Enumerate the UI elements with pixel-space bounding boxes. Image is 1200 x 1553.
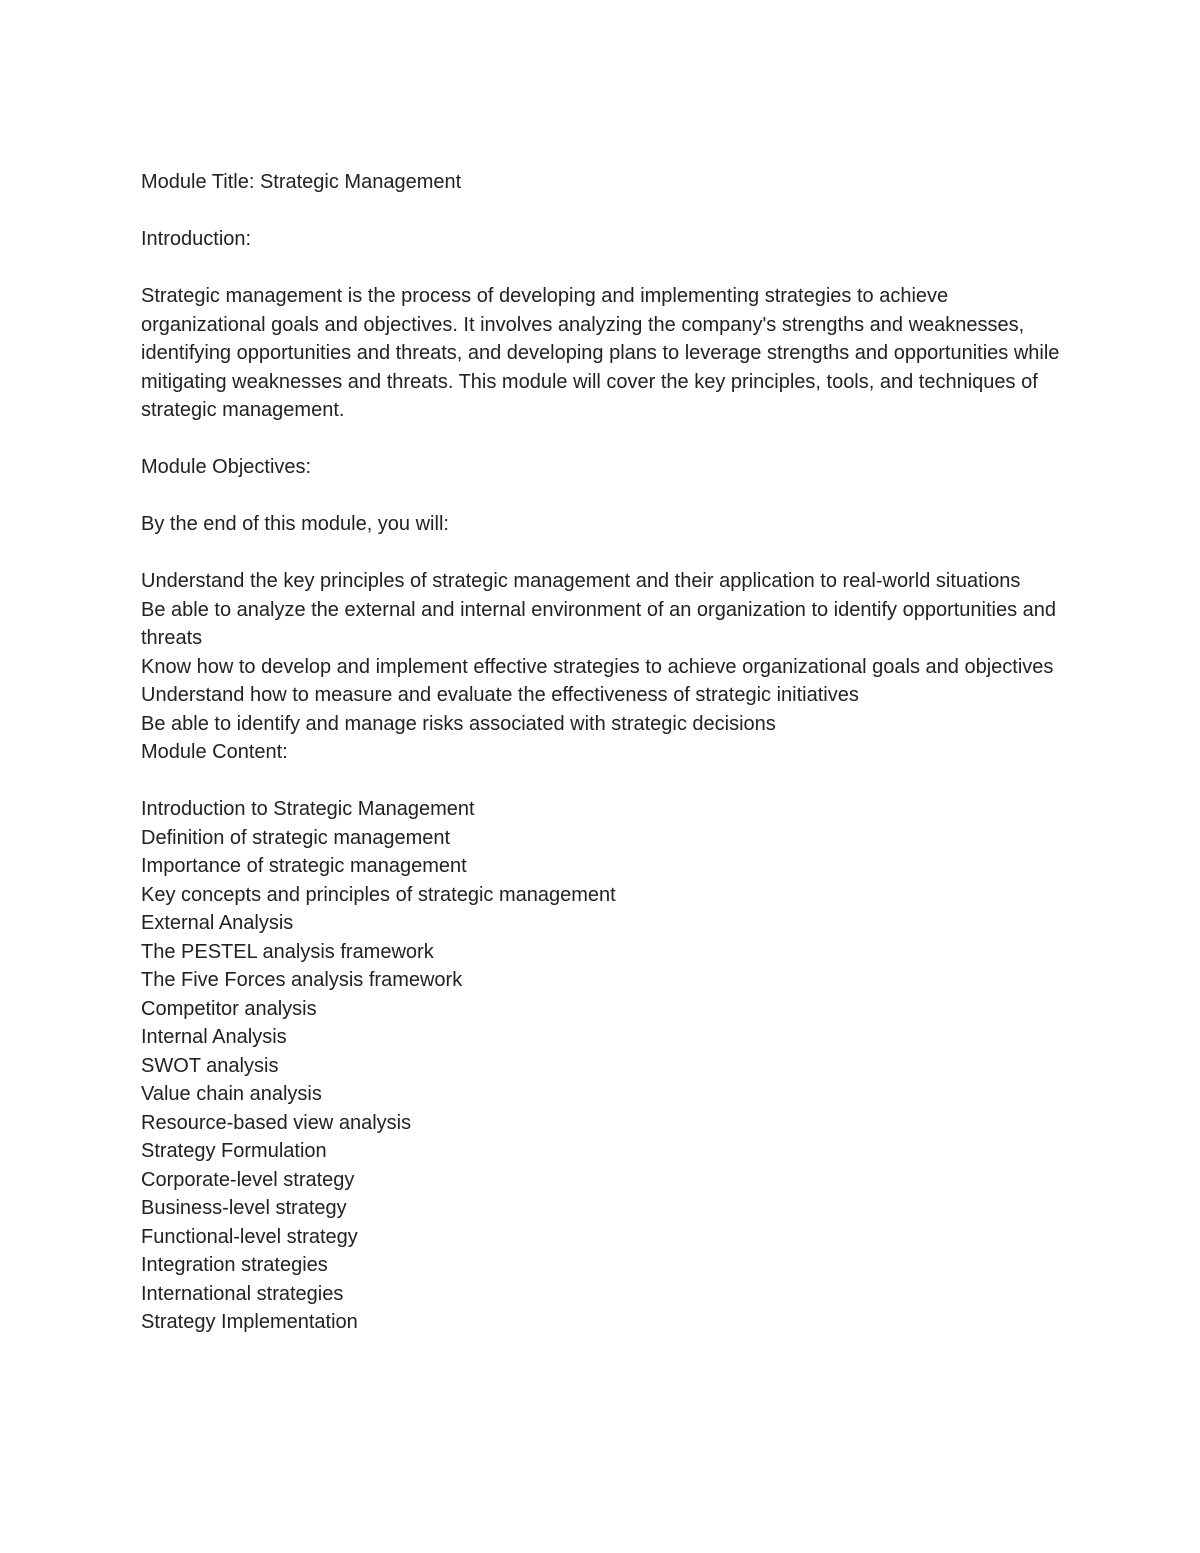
content-item: Introduction to Strategic Management (141, 798, 475, 820)
objective-item: Know how to develop and implement effective strategies to achieve organizational goals and objectives (141, 655, 1054, 678)
objective-item: Understand the key principles of strategic management and their application to real-world situations (141, 570, 1021, 592)
content-item: International strategies (141, 1282, 344, 1305)
objective-item: Understand how to measure and evaluate the effectiveness of strategic initiatives (141, 684, 859, 706)
content-item: Key concepts and principles of strategic management (141, 883, 616, 906)
content-item: External Analysis (141, 912, 294, 934)
content-item: The PESTEL analysis framework (141, 940, 434, 963)
content-item: Definition of strategic management (141, 826, 451, 849)
content-heading: Module Content: (141, 741, 288, 763)
content-item: SWOT analysis (141, 1054, 279, 1077)
objective-item: Be able to identify and manage risks associated with strategic decisions (141, 712, 776, 735)
spacer (141, 254, 1061, 283)
objective-item: Be able to analyze the external and internal environment of an organization to identify opportunities and threats (141, 598, 1057, 649)
content-item: Strategy Implementation (141, 1311, 358, 1333)
spacer (141, 539, 1061, 568)
content-item: Corporate-level strategy (141, 1168, 355, 1191)
content-item: Functional-level strategy (141, 1225, 358, 1248)
content-item: Value chain analysis (141, 1083, 322, 1105)
content-item: Resource-based view analysis (141, 1111, 412, 1134)
introduction-heading: Introduction: (141, 228, 252, 250)
content-item: Business-level strategy (141, 1197, 347, 1219)
objectives-heading: Module Objectives: (141, 456, 312, 478)
spacer (141, 197, 1061, 226)
content-item: Competitor analysis (141, 997, 317, 1020)
spacer (141, 425, 1061, 454)
module-title: Module Title: Strategic Management (141, 171, 462, 193)
content-item: The Five Forces analysis framework (141, 969, 463, 991)
introduction-paragraph: Strategic management is the process of developing and implementing strategies to achieve organizational goals and objectives. It involves analyzing the company's strengths and weaknesses, identifying opportunities and threats, and developing plans to leverage strengths and opportunities while mitigating weaknesses and threats. This module will cover the key principles, tools, and techniques of strategic management. (141, 285, 1060, 421)
objectives-intro: By the end of this module, you will: (141, 513, 449, 535)
spacer (141, 482, 1061, 511)
content-item: Internal Analysis (141, 1026, 287, 1048)
content-item: Strategy Formulation (141, 1140, 327, 1162)
content-item: Importance of strategic management (141, 855, 467, 877)
spacer (141, 767, 1061, 796)
content-item: Integration strategies (141, 1254, 328, 1276)
document-body (141, 168, 1061, 1337)
